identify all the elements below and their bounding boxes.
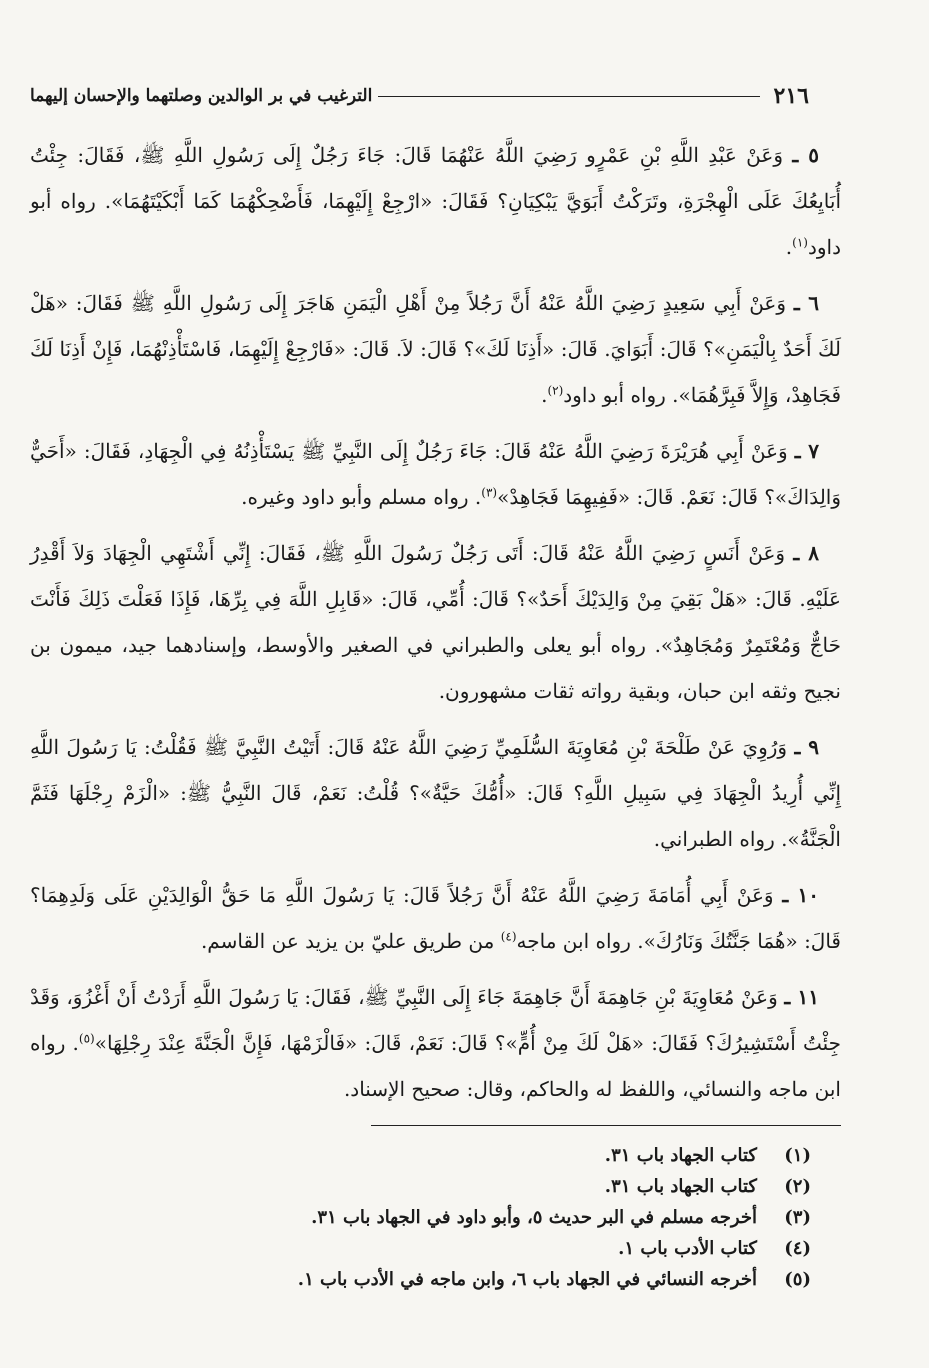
footnote-item: [40, 1202, 811, 1233]
hadith-paragraph: [30, 872, 841, 964]
main-text: [30, 132, 841, 1122]
hadith-paragraph: [30, 974, 841, 1112]
hadith-tail: . رواه ابن ماجه والنسائي، واللفظ له والحاكم، وقال: صحيح الإسناد.: [30, 1031, 841, 1101]
hadith-number: ٦ ـ: [793, 291, 819, 315]
footnote-text: كتاب الأدب باب ١.: [618, 1238, 757, 1259]
hadith-tail: . رواه مسلم وأبو داود وغيره.: [241, 485, 482, 509]
footnotes: [40, 1140, 811, 1295]
hadith-text: وَعَنْ مُعَاوِيَةَ بْنِ جَاهِمَةَ أَنَّ جَاهِمَةَ جَاءَ إِلَى النَّبِيِّ ﷺ، فَقَالَ: يَا رَسُولَ اللَّهِ أَرَدْتُ أَنْ أَغْزُوَ، وَقَدْ جِئْتُ أَسْتَشِيرُكَ؟ فَقَالَ: «هَلْ لَكَ مِنْ أُمٍّ»؟ قَالَ: نَعَمْ، قَالَ: «فَالْزَمْهَا، فَإِنَّ الْجَنَّةَ عِنْدَ رِجْلِهَا»: [30, 985, 841, 1055]
page-number: ٢١٦: [773, 83, 809, 109]
hadith-paragraph: [30, 530, 841, 714]
hadith-tail: .: [785, 235, 793, 259]
hadith-text: وَعَنْ أَبِي سَعِيدٍ رَضِيَ اللَّهُ عَنْهُ أَنَّ رَجُلاً مِنْ أَهْلِ الْيَمَنِ هَاجَرَ إِلَى رَسُولِ اللَّهِ ﷺ فَقَالَ: «هَلْ لَكَ أَحَدٌ بِالْيَمَنِ»؟ قَالَ: أَبَوَايَ. قَالَ: «أَذِنَا لَكَ»؟ قَالَ: لاَ. قَالَ: «فَارْجِعْ إِلَيْهِمَا، فَاسْتَأْذِنْهُمَا، فَإِنْ أَذِنَا لَكَ فَجَاهِدْ، وَإِلاَّ فَبِرَّهُمَا». رواه أبو داود: [30, 291, 841, 407]
footnote-item: [40, 1140, 811, 1171]
footnote-text: كتاب الجهاد باب ٣١.: [604, 1145, 757, 1166]
footnote-text: أخرجه النسائي في الجهاد باب ٦، وابن ماجه في الأدب باب ١.: [297, 1269, 757, 1290]
hadith-paragraph: [30, 724, 841, 862]
footnote-item: [40, 1233, 811, 1264]
footnote-text: كتاب الجهاد باب ٣١.: [604, 1176, 757, 1197]
hadith-paragraph: [30, 280, 841, 418]
hadith-paragraph: [30, 428, 841, 520]
footnote-number: (٢): [784, 1176, 811, 1197]
hadith-number: ٧ ـ: [794, 439, 820, 463]
hadith-text: وَعَنْ عَبْدِ اللَّهِ بْنِ عَمْرٍو رَضِيَ اللَّهُ عَنْهُمَا قَالَ: جَاءَ رَجُلٌ إِلَى رَسُولِ اللَّهِ ﷺ، فَقَالَ: جِئْتُ أُبَايِعُكَ عَلَى الْهِجْرَةِ، وتَرَكْتُ أَبَوَيَّ يَبْكِيَانِ؟ فَقَالَ: «ارْجِعْ إِلَيْهِمَا، فَأَضْحِكْهُمَا كَمَا أَبْكَيْتَهُمَا». رواه أبو داود: [30, 143, 841, 259]
hadith-tail: .: [541, 383, 548, 407]
footnote-separator: [371, 1125, 841, 1126]
hadith-paragraph: [30, 132, 841, 270]
footnote-ref[interactable]: (٣): [481, 485, 498, 500]
footnote-ref[interactable]: (٥): [78, 1031, 95, 1046]
hadith-text: وَعَنْ أَنَسٍ رَضِيَ اللَّهُ عَنْهُ قَالَ: أَتَى رَجُلٌ رَسُولَ اللَّهِ ﷺ، فَقَالَ: إِنِّي أَشْتَهِي الْجِهَادَ وَلاَ أَقْدِرُ عَلَيْهِ. قَالَ: «هَلْ بَقِيَ مِنْ وَالِدَيْكَ أَحَدٌ»؟ قَالَ: أُمِّي، قَالَ: «قَابِلِ اللَّهَ فِي بِرِّهَا، فَإِذَا فَعَلْتَ ذَلِكَ فَأَنْتَ حَاجٌّ وَمُعْتَمِرٌ وَمُجَاهِدٌ». رواه أبو يعلى والطبراني في الصغير والأوسط، وإسنادهما جيد، ميمون بن نجيح وثقه ابن حبان، وبقية رواته ثقات مشهورون.: [30, 541, 841, 703]
footnote-number: (٣): [784, 1207, 811, 1228]
footnote-number: (١): [784, 1145, 811, 1166]
footnote-ref[interactable]: (٢): [547, 383, 564, 398]
footnote-number: (٥): [784, 1269, 811, 1290]
hadith-text: وَعَنْ أَبِي أُمَامَةَ رَضِيَ اللَّهُ عَنْهُ أَنَّ رَجُلاً قَالَ: يَا رَسُولَ اللَّهِ مَا حَقُّ الْوَالِدَيْنِ عَلَى وَلَدِهِمَا؟ قَالَ: «هُمَا جَنَّتُكَ وَنَارُكَ». رواه ابن ماجه: [30, 883, 841, 953]
hadith-tail: من طريق عليّ بن يزيد عن القاسم.: [200, 929, 501, 953]
header-rule: [378, 96, 759, 97]
footnote-item: [40, 1264, 811, 1295]
footnote-item: [40, 1171, 811, 1202]
hadith-number: ٩ ـ: [794, 735, 820, 759]
running-header: [30, 78, 809, 114]
hadith-number: ٥ ـ: [792, 143, 820, 167]
hadith-number: ١٠ ـ: [782, 883, 820, 907]
footnote-ref[interactable]: (٤): [500, 929, 517, 944]
footnote-text: أخرجه مسلم في البر حديث ٥، وأبو داود في الجهاد باب ٣١.: [311, 1207, 757, 1228]
footnote-number: (٤): [784, 1238, 811, 1259]
hadith-text: وَعَنْ أَبِي هُرَيْرَةَ رَضِيَ اللَّهُ عَنْهُ قَالَ: جَاءَ رَجُلٌ إِلَى النَّبِيِّ ﷺ يَسْتَأْذِنُهُ فِي الْجِهَادِ، فَقَالَ: «أَحَيٌّ وَالِدَاكَ»؟ قَالَ: نَعَمْ. قَالَ: «فَفِيهِمَا فَجَاهِدْ»: [30, 439, 841, 509]
running-title: الترغيب في بر الوالدين وصلتهما والإحسان إليهما: [30, 86, 373, 106]
footnote-ref[interactable]: (١): [792, 235, 808, 250]
hadith-number: ١١ ـ: [784, 985, 820, 1009]
hadith-text: وَرُوِيَ عَنْ طَلْحَةَ بْنِ مُعَاوِيَةَ السُّلَمِيِّ رَضِيَ اللَّهُ عَنْهُ قَالَ: أَتَيْتُ النَّبِيَّ ﷺ فَقُلْتُ: يَا رَسُولَ اللَّهِ إِنِّي أُرِيدُ الْجِهَادَ فِي سَبِيلِ اللَّهِ؟ قَالَ: «أُمُّكَ حَيَّةٌ»؟ قُلْتُ: نَعَمْ، قَالَ النَّبِيُّ ﷺ: «الْزَمْ رِجْلَهَا فَثَمَّ الْجَنَّةُ». رواه الطبراني.: [30, 735, 841, 851]
hadith-number: ٨ ـ: [793, 541, 819, 565]
